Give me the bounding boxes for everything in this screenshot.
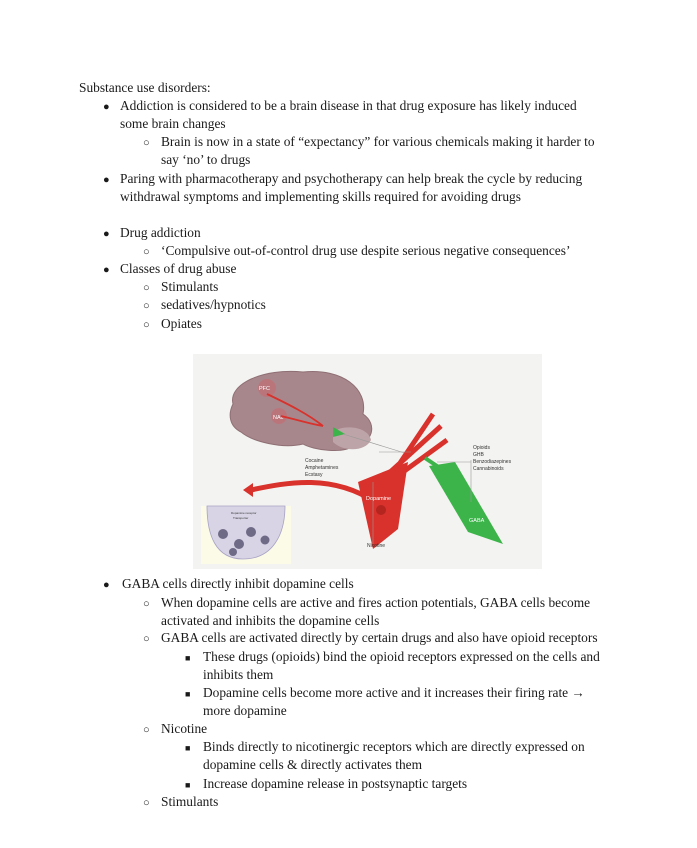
pairing-line2: withdrawal symptoms and implementing skills required for avoiding drugs xyxy=(120,189,521,204)
class-opiates: Opiates xyxy=(161,316,202,331)
drug-addiction-definition: ‘Compulsive out-of-control drug use despite serious negative consequences’ xyxy=(161,243,571,258)
opioids-bind-line1: These drugs (opioids) bind the opioid receptors expressed on the cells and xyxy=(203,649,600,664)
dopamine-axon xyxy=(251,482,375,502)
axon-terminal xyxy=(243,483,253,497)
synapse-label-receptor: Dopamine receptor xyxy=(231,511,257,515)
bullet-circle: ○ xyxy=(143,724,150,736)
drug-label-benzodiazepines: Benzodiazepines xyxy=(473,459,512,465)
opioids-bind-line2: inhibits them xyxy=(203,667,274,682)
nicotine-binds-line1: Binds directly to nicotinergic receptors which are directly expressed on xyxy=(203,739,585,754)
bullet-circle: ○ xyxy=(143,797,150,809)
expectancy-line1: Brain is now in a state of “expectancy” for various chemicals making it harder to xyxy=(161,134,595,149)
dopamine-nucleus xyxy=(376,505,386,515)
bullet-circle: ○ xyxy=(143,246,150,258)
bullet-square: ■ xyxy=(185,653,191,663)
bullet-square: ■ xyxy=(185,743,191,753)
classes-heading: Classes of drug abuse xyxy=(120,261,237,276)
vesicle xyxy=(229,548,237,556)
nicotine-binds-line2: dopamine cells & directly activates them xyxy=(203,757,423,772)
drug-label-cannabinoids: Cannabinoids xyxy=(473,466,504,472)
gaba-cell-body xyxy=(429,462,503,544)
more-active-line1: Dopamine cells become more active and it increases their firing rate → xyxy=(203,685,585,700)
pairing-line1: Paring with pharmacotherapy and psychotherapy can help break the cycle by reducing xyxy=(120,171,583,186)
bullet-dot: ● xyxy=(103,174,110,186)
expectancy-line2: say ‘no’ to drugs xyxy=(161,152,251,167)
stimulants-heading: Stimulants xyxy=(161,794,219,809)
vesicle xyxy=(261,536,270,545)
nicotine-release: Increase dopamine release in postsynaptic targets xyxy=(203,776,468,791)
addiction-disease-line1: Addiction is considered to be a brain disease in that drug exposure has likely induced xyxy=(120,98,577,113)
drug-label-amphetamines: Amphetamines xyxy=(305,465,339,471)
vesicle xyxy=(218,529,228,539)
dopamine-cell-label: Dopamine xyxy=(366,496,392,502)
gaba-inhibit-heading: GABA cells directly inhibit dopamine cells xyxy=(122,576,354,591)
bullet-circle: ○ xyxy=(143,282,150,294)
bullet-circle: ○ xyxy=(143,137,150,149)
drug-label-nicotine: Nicotine xyxy=(367,543,386,549)
more-active-line2: more dopamine xyxy=(203,703,287,718)
bullet-dot: ● xyxy=(103,579,110,591)
nicotine-heading: Nicotine xyxy=(161,721,208,736)
drug-label-cocaine: Cocaine xyxy=(305,458,324,464)
vesicle xyxy=(234,539,244,549)
bullet-dot: ● xyxy=(103,264,110,276)
bullet-circle: ○ xyxy=(143,598,150,610)
class-stimulants: Stimulants xyxy=(161,279,219,294)
bullet-dot: ● xyxy=(103,101,110,113)
when-active-line1: When dopamine cells are active and fires action potentials, GABA cells become xyxy=(161,595,591,610)
page-heading: Substance use disorders: xyxy=(79,80,211,95)
bullet-circle: ○ xyxy=(143,319,150,331)
gaba-cell-label: GABA xyxy=(469,518,485,524)
reward-pathway-illustration xyxy=(193,354,542,569)
vesicle xyxy=(246,527,256,537)
drug-label-ecstasy: Ecstasy xyxy=(305,472,323,478)
gaba-activated: GABA cells are activated directly by certain drugs and also have opioid receptors xyxy=(161,630,598,645)
drug-addiction-heading: Drug addiction xyxy=(120,225,201,240)
drug-label-ghb: GHB xyxy=(473,452,484,458)
brain-label-pfc: PFC xyxy=(259,386,270,392)
bullet-square: ■ xyxy=(185,780,191,790)
bullet-dot: ● xyxy=(103,228,110,240)
bullet-square: ■ xyxy=(185,689,191,699)
synapse-label-transporter: Transporter xyxy=(233,516,249,520)
class-sedatives: sedatives/hypnotics xyxy=(161,297,266,312)
reward-pathway-figure xyxy=(193,354,542,569)
drug-label-opioids: Opioids xyxy=(473,445,490,451)
bullet-circle: ○ xyxy=(143,300,150,312)
addiction-disease-line2: some brain changes xyxy=(120,116,226,131)
brain-label-nac: NAc xyxy=(273,415,284,421)
bullet-circle: ○ xyxy=(143,633,150,645)
when-active-line2: activated and inhibits the dopamine cells xyxy=(161,613,380,628)
